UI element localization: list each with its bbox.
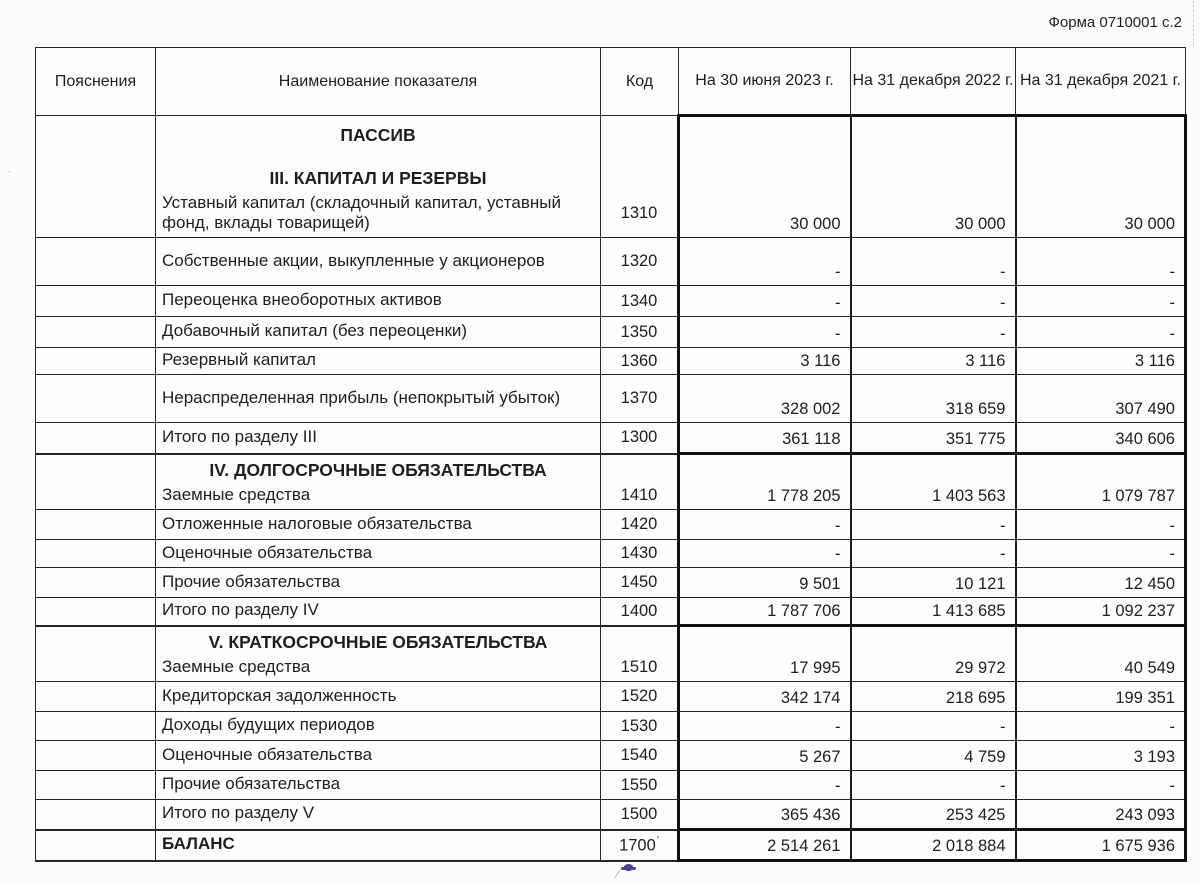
row-label: Резервный капитал — [162, 350, 316, 370]
row-code: 1360 — [601, 348, 679, 375]
explanation-cell — [36, 771, 156, 800]
section-heading: III. КАПИТАЛ И РЕЗЕРВЫ — [269, 168, 487, 189]
col-header-indicator: Наименование показателя — [156, 48, 601, 116]
value-cell: 3 116 — [851, 348, 1016, 375]
value-cell: - — [851, 771, 1016, 800]
table-row — [36, 286, 1186, 317]
value-cell: 1 413 685 — [851, 598, 1016, 626]
value-cell: 340 606 — [1016, 423, 1186, 454]
value-cell: - — [851, 510, 1016, 540]
indicator-cell — [156, 682, 601, 712]
row-code: 1410 — [601, 454, 679, 510]
explanation-cell — [36, 348, 156, 375]
row-label: Прочие обязательства — [162, 774, 341, 794]
row-code: 1530 — [601, 712, 679, 741]
table-row — [36, 348, 1186, 375]
value-cell: - — [679, 286, 851, 317]
table-row — [36, 510, 1186, 540]
scan-speck: · — [8, 166, 11, 176]
row-code: 1340 — [601, 286, 679, 317]
value-cell: - — [679, 771, 851, 800]
value-cell: 30 000 — [851, 116, 1016, 238]
indicator-cell — [156, 286, 601, 317]
explanation-cell — [36, 568, 156, 598]
value-cell: 3 193 — [1016, 741, 1186, 771]
indicator-cell — [156, 598, 601, 626]
value-cell: - — [851, 238, 1016, 286]
value-cell: 30 000 — [1016, 116, 1186, 238]
row-label: Прочие обязательства — [162, 571, 341, 591]
explanation-cell — [36, 116, 156, 238]
row-code: 1300 — [601, 423, 679, 454]
row-label: Оценочные обязательства — [162, 542, 373, 562]
form-number-label: Форма 0710001 с.2 — [1048, 14, 1182, 31]
value-cell: 351 775 — [851, 423, 1016, 454]
row-code: 1400 — [601, 598, 679, 626]
explanation-cell — [36, 626, 156, 682]
row-label: Кредиторская задолженность — [162, 685, 397, 705]
value-cell: 1 787 706 — [679, 598, 851, 626]
indicator-cell — [156, 348, 601, 375]
col-header-code: Код — [601, 48, 679, 116]
value-cell: - — [679, 510, 851, 540]
indicator-cell — [156, 568, 601, 598]
indicator-cell — [156, 540, 601, 568]
table-row — [36, 454, 1186, 510]
table-row — [36, 540, 1186, 568]
value-cell: - — [851, 540, 1016, 568]
col-header-date2: На 31 декабря 2022 г. — [851, 48, 1016, 116]
indicator-cell — [156, 454, 601, 510]
row-label: Добавочный капитал (без переоценки) — [162, 321, 468, 341]
table-row — [36, 682, 1186, 712]
row-code: 1430 — [601, 540, 679, 568]
value-cell: - — [1016, 238, 1186, 286]
value-cell: 318 659 — [851, 375, 1016, 423]
table-row — [36, 771, 1186, 800]
row-code: 1510 — [601, 626, 679, 682]
pen-dot-artifact — [624, 864, 633, 871]
row-label: БАЛАНС — [162, 834, 235, 854]
indicator-cell — [156, 741, 601, 771]
table-row — [36, 568, 1186, 598]
value-cell: - — [851, 317, 1016, 348]
pen-slash-artifact — [614, 870, 621, 879]
value-cell: - — [1016, 771, 1186, 800]
col-header-date3: На 31 декабря 2021 г. — [1016, 48, 1186, 116]
explanation-cell — [36, 423, 156, 454]
value-cell: 1 403 563 — [851, 454, 1016, 510]
row-code-text: 1700 — [619, 836, 656, 855]
row-code: 1320 — [601, 238, 679, 286]
table-row — [36, 375, 1186, 423]
row-code: 1420 — [601, 510, 679, 540]
row-label: Собственные акции, выкупленные у акционеров — [162, 250, 545, 270]
row-label: Нераспределенная прибыль (непокрытый убыток) — [162, 387, 561, 407]
table-row — [36, 423, 1186, 454]
explanation-cell — [36, 712, 156, 741]
row-label: Заемные средства — [162, 485, 311, 505]
table-row — [36, 116, 1186, 238]
row-label: Уставный капитал (складочный капитал, уставный фонд, вклады товарищей) — [162, 192, 561, 233]
value-cell: - — [1016, 286, 1186, 317]
section-heading: IV. ДОЛГОСРОЧНЫЕ ОБЯЗАТЕЛЬСТВА — [209, 459, 547, 480]
row-label: Заемные средства — [162, 657, 311, 677]
table-header-row — [36, 48, 1186, 116]
explanation-cell — [36, 540, 156, 568]
pen-mark: ʹ — [656, 834, 659, 847]
table-row — [36, 830, 1186, 861]
row-label: Доходы будущих периодов — [162, 715, 375, 735]
explanation-cell — [36, 510, 156, 540]
value-cell: 243 093 — [1016, 800, 1186, 830]
explanation-cell — [36, 286, 156, 317]
balance-sheet-table — [35, 47, 1187, 862]
row-label: Оценочные обязательства — [162, 744, 373, 764]
value-cell: - — [679, 712, 851, 741]
value-cell: 1 092 237 — [1016, 598, 1186, 626]
value-cell: 199 351 — [1016, 682, 1186, 712]
value-cell: - — [851, 712, 1016, 741]
value-cell: - — [1016, 712, 1186, 741]
value-cell: 365 436 — [679, 800, 851, 830]
indicator-cell — [156, 712, 601, 741]
value-cell: 40 549 — [1016, 626, 1186, 682]
indicator-cell — [156, 116, 601, 238]
row-code: 1310 — [601, 116, 679, 238]
section-heading: V. КРАТКОСРОЧНЫЕ ОБЯЗАТЕЛЬСТВА — [208, 631, 548, 652]
indicator-cell — [156, 626, 601, 682]
row-code: 1350 — [601, 317, 679, 348]
table-row — [36, 238, 1186, 286]
value-cell: 328 002 — [679, 375, 851, 423]
explanation-cell — [36, 741, 156, 771]
value-cell: 30 000 — [679, 116, 851, 238]
explanation-cell — [36, 598, 156, 626]
value-cell: 29 972 — [851, 626, 1016, 682]
value-cell: 1 778 205 — [679, 454, 851, 510]
indicator-cell — [156, 830, 601, 861]
indicator-cell — [156, 510, 601, 540]
row-label: Переоценка внеоборотных активов — [162, 290, 442, 310]
value-cell: - — [679, 317, 851, 348]
value-cell: 9 501 — [679, 568, 851, 598]
row-code: 1540 — [601, 741, 679, 771]
table-row — [36, 598, 1186, 626]
value-cell: - — [851, 286, 1016, 317]
table-row — [36, 712, 1186, 741]
value-cell: 10 121 — [851, 568, 1016, 598]
explanation-cell — [36, 238, 156, 286]
row-code: 1550 — [601, 771, 679, 800]
indicator-cell — [156, 423, 601, 454]
table-row — [36, 626, 1186, 682]
explanation-cell — [36, 317, 156, 348]
indicator-cell — [156, 771, 601, 800]
value-cell: - — [1016, 510, 1186, 540]
table-row — [36, 317, 1186, 348]
table-row — [36, 741, 1186, 771]
value-cell: 253 425 — [851, 800, 1016, 830]
value-cell: 12 450 — [1016, 568, 1186, 598]
explanation-cell — [36, 830, 156, 861]
col-header-explanations: Пояснения — [36, 48, 156, 116]
row-code: 1450 — [601, 568, 679, 598]
row-code: 1370 — [601, 375, 679, 423]
explanation-cell — [36, 454, 156, 510]
value-cell: 2 018 884 — [851, 830, 1016, 861]
value-cell: 17 995 — [679, 626, 851, 682]
row-label: Отложенные налоговые обязательства — [162, 513, 472, 533]
value-cell: 307 490 — [1016, 375, 1186, 423]
explanation-cell — [36, 375, 156, 423]
scan-edge-artifact — [1193, 0, 1194, 46]
indicator-cell — [156, 317, 601, 348]
indicator-cell — [156, 800, 601, 830]
indicator-cell — [156, 375, 601, 423]
value-cell: - — [679, 238, 851, 286]
value-cell: 342 174 — [679, 682, 851, 712]
value-cell: 1 675 936 — [1016, 830, 1186, 861]
value-cell: 1 079 787 — [1016, 454, 1186, 510]
value-cell: 4 759 — [851, 741, 1016, 771]
row-code: 1500 — [601, 800, 679, 830]
row-label: Итого по разделу IV — [162, 600, 319, 620]
col-header-date1: На 30 июня 2023 г. — [679, 48, 851, 116]
section-heading: ПАССИВ — [340, 124, 416, 145]
row-label: Итого по разделу III — [162, 426, 317, 446]
value-cell: - — [1016, 317, 1186, 348]
value-cell: 361 118 — [679, 423, 851, 454]
indicator-cell — [156, 238, 601, 286]
table-row — [36, 800, 1186, 830]
explanation-cell — [36, 800, 156, 830]
explanation-cell — [36, 682, 156, 712]
value-cell: - — [679, 540, 851, 568]
value-cell: 5 267 — [679, 741, 851, 771]
row-code: 1520 — [601, 682, 679, 712]
value-cell: 218 695 — [851, 682, 1016, 712]
value-cell: 2 514 261 — [679, 830, 851, 861]
value-cell: 3 116 — [1016, 348, 1186, 375]
value-cell: - — [1016, 540, 1186, 568]
row-code — [601, 830, 679, 861]
value-cell: 3 116 — [679, 348, 851, 375]
row-label: Итого по разделу V — [162, 803, 315, 823]
